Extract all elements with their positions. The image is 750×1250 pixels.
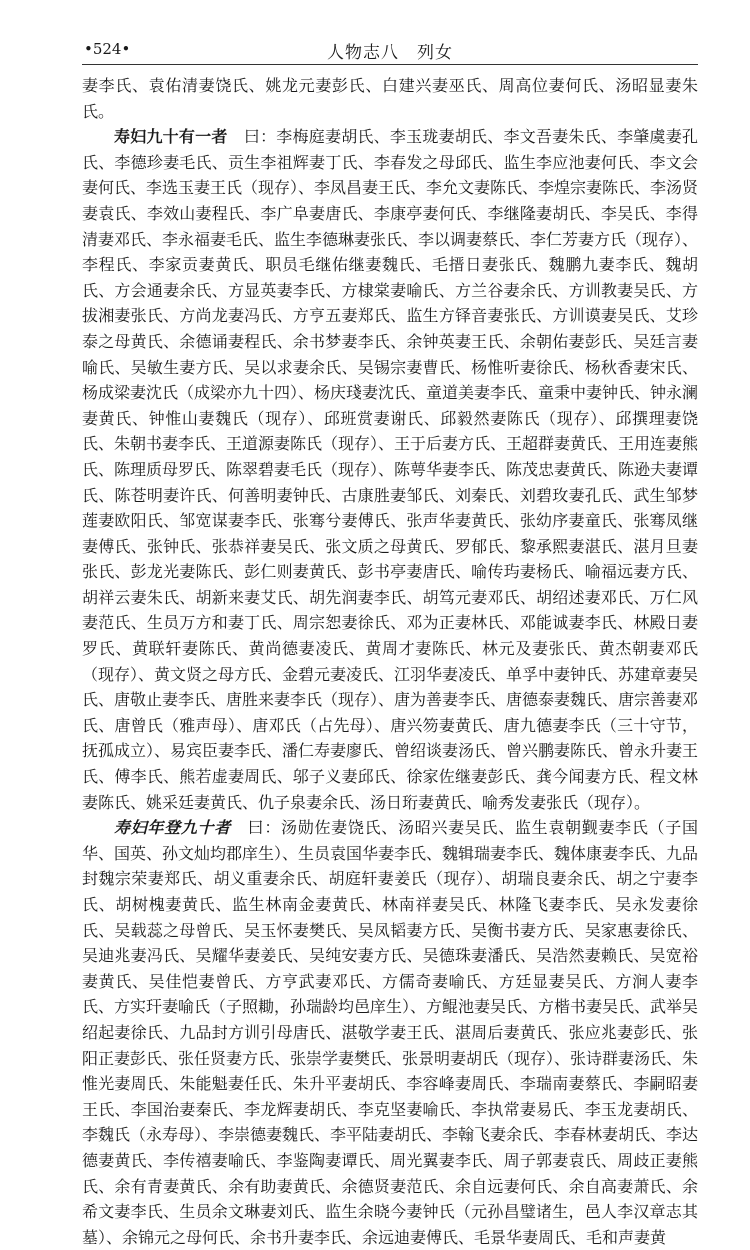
paragraph-text: 曰：李梅庭妻胡氏、李玉珑妻胡氏、李文吾妻朱氏、李肇虞妻孔氏、李德珍妻毛氏、贡生李祖辉妻丁氏、李春发之母邱氏、监生李应池妻何氏、李文会妻何氏、李选玉妻王氏（现存）、李凤昌妻王氏、李允文妻陈氏、李煌宗妻陈氏、李汤贤妻袁氏、李效山妻程氏、李广阜妻唐氏、李康亭妻何氏、李继隆妻胡氏、李吴氏、李得清妻邓氏、李永福妻毛氏、监生李德琳妻张氏、李以调妻蔡氏、李仁芳妻方氏（现存）、李程氏、李家贡妻黄氏、职员毛继佑继妻魏氏、毛搢日妻张氏、魏鹏九妻李氏、魏胡氏、方会通妻余氏、方显英妻李氏、方棣棠妻喻氏、方兰谷妻余氏、方训教妻吴氏、方拔湘妻张氏、方尚龙妻冯氏、方亨五妻郑氏、监生方铎音妻张氏、方训谟妻吴氏、艾珍泰之母黄氏、余德诵妻程氏、余书梦妻李氏、余钟英妻王氏、余朝佑妻彭氏、吴廷言妻喻氏、吴敏生妻方氏、吴以求妻余氏、吴锡宗妻曹氏、杨惟听妻徐氏、杨秋香妻宋氏、杨成梁妻沈氏（成梁亦九十四）、杨庆琖妻沈氏、童道美妻李氏、童秉中妻钟氏、钟永澜妻黄氏、钟惟山妻魏氏（现存）、邱班赏妻谢氏、邱毅然妻陈氏（现存）、邱撰理妻饶氏、朱朝书妻李氏、王道源妻陈氏（现存）、王于后妻方氏、王超群妻黄氏、王用连妻熊氏、陈理质母罗氏、陈翠碧妻毛氏（现存）、陈萼华妻李氏、陈茂忠妻黄氏、陈逊夫妻谭氏、陈苍明妻许氏、何善明妻钟氏、古康胜妻邹氏、刘秦氏、刘碧玫妻孔氏、武生邹梦莲妻欧阳氏、邹宽谋妻李氏、张骞兮妻傅氏、张声华妻黄氏、张幼序妻童氏、张骞凤继妻傅氏、张钟氏、张恭祥妻吴氏、张文质之母黄氏、罗郁氏、黎承熙妻湛氏、湛月旦妻张氏、彭龙光妻陈氏、彭仁则妻黄氏、彭书亭妻唐氏、喻传玙妻杨氏、喻福远妻方氏、胡祥云妻朱氏、胡新来妻艾氏、胡先润妻李氏、胡笃元妻邓氏、胡绍述妻邓氏、万仁风妻范氏、生员万方和妻丁氏、周宗恕妻徐氏、邓为正妻林氏、邓能诚妻李氏、林殿日妻罗氏、黄联轩妻陈氏、黄尚德妻凌氏、黄周才妻陈氏、林元及妻张氏、黄杰朝妻邓氏（现存）、黄文贤之母方氏、金碧元妻凌氏、江羽华妻凌氏、单孚中妻钟氏、苏建章妻吴氏、唐敬止妻李氏、唐胜来妻李氏（现存）、唐为善妻李氏、唐德泰妻魏氏、唐宗善妻邓氏、唐曾氏（雅声母）、唐邓氏（占先母）、唐兴笏妻黄氏、唐九德妻李氏（三十守节，抚孤成立）、易宾臣妻李氏、潘仁寿妻廖氏、曾绍谈妻汤氏、曾兴鹏妻陈氏、曾永升妻王氏、傅李氏、熊若虚妻周氏、邬子义妻邱氏、徐家佐继妻彭氏、龚今闻妻方氏、程文林妻陈氏、姚采廷妻黄氏、仇子泉妻余氏、汤日珩妻黄氏、喻秀发妻张氏（现存）。 xyxy=(82,127,699,812)
section-heading: 寿妇年登九十者 xyxy=(114,818,231,838)
paragraph-text: 妻李氏、袁佑清妻饶氏、姚龙元妻彭氏、白建兴妻巫氏、周高位妻何氏、汤昭显妻朱氏。 xyxy=(82,76,698,121)
paragraph-ninety xyxy=(82,815,698,1250)
section-heading: 寿妇九十有一者 xyxy=(114,127,228,147)
page-header xyxy=(82,34,698,65)
paragraph-continuation xyxy=(82,73,698,124)
paragraph-ninety-one xyxy=(82,124,698,815)
body-text xyxy=(82,73,698,1250)
running-title: 人物志八 列女 xyxy=(327,43,453,63)
page-number: •524• xyxy=(84,40,131,58)
paragraph-text: 曰：汤勋佐妻饶氏、汤昭兴妻吴氏、监生袁朝觐妻李氏（子国华、国英、孙文灿均郡庠生）、生员袁国华妻李氏、魏辑瑞妻李氏、魏体康妻李氏、九品封魏宗荣妻郑氏、胡义重妻余氏、胡庭轩妻姜氏（现存）、胡瑞良妻余氏、胡之宁妻李氏、胡树槐妻黄氏、监生林南金妻黄氏、林南祥妻吴氏、林隆飞妻李氏、吴永发妻徐氏、吴载蕊之母曾氏、吴玉怀妻樊氏、吴凤韬妻方氏、吴衡书妻方氏、吴家惠妻徐氏、吴迪兆妻冯氏、吴耀华妻姜氏、吴纯安妻方氏、吴德珠妻潘氏、吴浩然妻赖氏、吴宽裕妻黄氏、吴佳恺妻曾氏、方亨武妻邓氏、方儒奇妻喻氏、方廷显妻吴氏、方涧人妻李氏、方实玕妻喻氏（子照耡，孙瑞龄均邑庠生）、方鲲池妻吴氏、方楷书妻吴氏、武举吴绍起妻徐氏、九品封方训引母唐氏、湛敬学妻王氏、湛周后妻黄氏、张应兆妻彭氏、张阳正妻彭氏、张任贤妻方氏、张崇学妻樊氏、张景明妻胡氏（现存）、张诗群妻汤氏、朱惟光妻周氏、朱能魁妻任氏、朱升平妻胡氏、李容峰妻周氏、李瑞南妻蔡氏、李嗣昭妻王氏、李国治妻秦氏、李龙辉妻胡氏、李克坚妻喻氏、李执常妻易氏、李玉龙妻胡氏、李魏氏（永寿母）、李崇德妻魏氏、李平陆妻胡氏、李翰飞妻余氏、李春林妻胡氏、李达德妻黄氏、李传禧妻喻氏、李鉴陶妻谭氏、周光翼妻李氏、周子郭妻袁氏、周歧正妻熊氏、余有青妻黄氏、余有助妻黄氏、余德贤妻范氏、余自远妻何氏、余自高妻萧氏、余希文妻李氏、生员余文琳妻刘氏、监生余晓今妻钟氏（元孙昌璧诸生，邑人李汉章志其墓）、余锦元之母何氏、余书升妻李氏、余远迪妻傅氏、毛景华妻周氏、毛和声妻黄 xyxy=(82,818,699,1247)
